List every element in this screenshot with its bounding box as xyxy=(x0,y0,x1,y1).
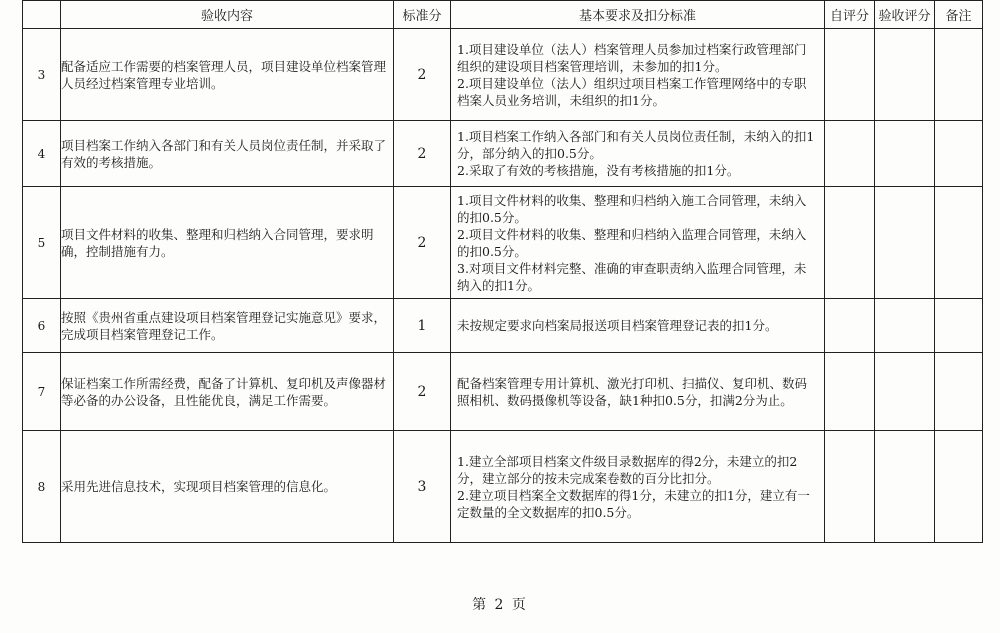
requirement-line: 1.项目建设单位（法人）档案管理人员参加过档案行政管理部门组织的建设项目档案管理培训，未参加的扣1分。 xyxy=(457,41,807,74)
row-item: 项目档案工作纳入各部门和有关人员岗位责任制，并采取了有效的考核措施。 xyxy=(61,121,394,187)
acceptance-score-cell xyxy=(875,299,935,353)
table-row xyxy=(23,431,983,543)
header-acceptance-score: 验收评分 xyxy=(875,1,935,29)
requirement-line: 2.建立项目档案全文数据库的得1分，未建立的扣1分，建立有一定数量的全文数据库的扣0.5分。 xyxy=(457,487,810,520)
self-score-cell xyxy=(825,299,875,353)
requirement-line: 3.对项目文件材料完整、准确的审查职责纳入监理合同管理，未纳入的扣1分。 xyxy=(457,260,807,293)
row-item: 采用先进信息技术，实现项目档案管理的信息化。 xyxy=(61,431,394,543)
note-cell xyxy=(935,187,983,299)
row-item: 项目文件材料的收集、整理和归档纳入合同管理，要求明确，控制措施有力。 xyxy=(61,187,394,299)
row-standard-score: 2 xyxy=(394,187,451,299)
row-standard-score: 2 xyxy=(394,353,451,431)
row-number: 8 xyxy=(23,431,61,543)
row-item: 配备适应工作需要的档案管理人员，项目建设单位档案管理人员经过档案管理专业培训。 xyxy=(61,29,394,121)
row-standard-score: 1 xyxy=(394,299,451,353)
header-self-score: 自评分 xyxy=(825,1,875,29)
row-number: 6 xyxy=(23,299,61,353)
acceptance-score-cell xyxy=(875,431,935,543)
requirement-line: 2.采取了有效的考核措施，没有考核措施的扣1分。 xyxy=(457,163,740,178)
row-number: 5 xyxy=(23,187,61,299)
self-score-cell xyxy=(825,353,875,431)
table-row xyxy=(23,353,983,431)
page-number: 第 2 页 xyxy=(472,597,528,613)
requirement-line: 1.项目文件材料的收集、整理和归档纳入施工合同管理，未纳入的扣0.5分。 xyxy=(457,192,807,225)
requirement-line: 2.项目文件材料的收集、整理和归档纳入监理合同管理，未纳入的扣0.5分。 xyxy=(457,226,807,259)
acceptance-score-cell xyxy=(875,187,935,299)
row-requirements xyxy=(451,187,825,299)
row-item: 保证档案工作所需经费，配备了计算机、复印机及声像器材等必备的办公设备，且性能优良，满足工作需要。 xyxy=(61,353,394,431)
row-standard-score: 2 xyxy=(394,121,451,187)
row-item: 按照《贵州省重点建设项目档案管理登记实施意见》要求，完成项目档案管理登记工作。 xyxy=(61,299,394,353)
acceptance-score-cell xyxy=(875,29,935,121)
row-number: 7 xyxy=(23,353,61,431)
acceptance-score-cell xyxy=(875,353,935,431)
note-cell xyxy=(935,299,983,353)
row-requirements xyxy=(451,121,825,187)
self-score-cell xyxy=(825,431,875,543)
table-row xyxy=(23,29,983,121)
row-standard-score: 3 xyxy=(394,431,451,543)
requirement-line: 2.项目建设单位（法人）组织过项目档案工作管理网络中的专职档案人员业务培训，未组织的扣1分。 xyxy=(457,75,807,108)
requirement-line: 1.建立全部项目档案文件级目录数据库的得2分，未建立的扣2分，建立部分的按未完成案卷数的百分比扣分。 xyxy=(457,453,798,486)
self-score-cell xyxy=(825,187,875,299)
requirement-line: 配备档案管理专用计算机、激光打印机、扫描仪、复印机、数码照相机、数码摄像机等设备，缺1种扣0.5分，扣满2分为止。 xyxy=(457,375,808,408)
note-cell xyxy=(935,353,983,431)
note-cell xyxy=(935,121,983,187)
header-item: 验收内容 xyxy=(61,1,394,29)
requirement-line: 1.项目档案工作纳入各部门和有关人员岗位责任制，未纳入的扣1分，部分纳入的扣0.5分。 xyxy=(457,129,815,161)
row-requirements xyxy=(451,353,825,431)
table-row xyxy=(23,299,983,353)
row-requirements xyxy=(451,431,825,543)
note-cell xyxy=(935,431,983,543)
row-requirements xyxy=(451,29,825,121)
header-requirements: 基本要求及扣分标准 xyxy=(451,1,825,29)
table-row xyxy=(23,121,983,187)
table-header-row xyxy=(23,1,983,29)
requirement-line: 未按规定要求向档案局报送项目档案管理登记表的扣1分。 xyxy=(457,318,778,333)
self-score-cell xyxy=(825,121,875,187)
acceptance-score-cell xyxy=(875,121,935,187)
header-standard-score: 标准分 xyxy=(394,1,451,29)
row-number: 4 xyxy=(23,121,61,187)
table-row xyxy=(23,187,983,299)
row-requirements xyxy=(451,299,825,353)
note-cell xyxy=(935,29,983,121)
row-number: 3 xyxy=(23,29,61,121)
header-no xyxy=(23,1,61,29)
header-note: 备注 xyxy=(935,1,983,29)
row-standard-score: 2 xyxy=(394,29,451,121)
acceptance-table xyxy=(22,0,983,543)
self-score-cell xyxy=(825,29,875,121)
